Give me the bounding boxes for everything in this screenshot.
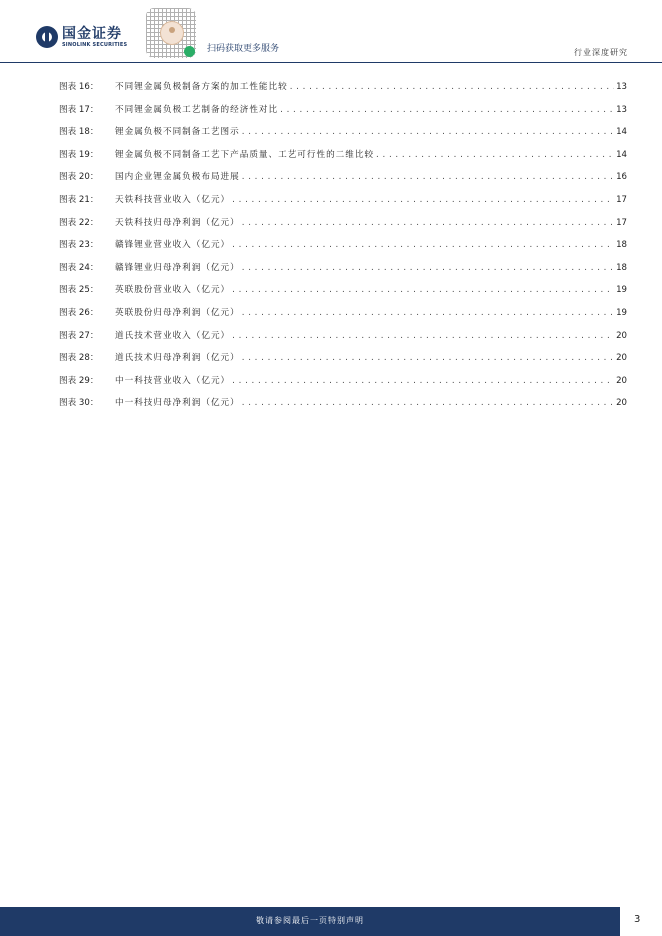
toc-entry[interactable] — [59, 193, 627, 216]
header-divider — [0, 62, 662, 63]
toc-figure-title: 天铁科技归母净利润（亿元） — [115, 217, 240, 228]
toc-page-number: 14 — [616, 149, 627, 160]
company-logo — [36, 26, 127, 48]
toc-figure-title: 不同锂金属负极制备方案的加工性能比较 — [115, 82, 288, 92]
toc-figure-number: 图表 17： — [59, 104, 99, 115]
toc-page-number: 17 — [616, 194, 627, 205]
scan-service-text: 扫码获取更多服务 — [207, 44, 280, 54]
toc-page-number: 20 — [616, 353, 627, 364]
toc-figure-title: 中一科技归母净利润（亿元） — [115, 398, 240, 409]
toc-entry[interactable] — [59, 306, 627, 329]
toc-figure-number: 图表 28： — [59, 353, 99, 364]
toc-entry[interactable] — [59, 238, 627, 261]
logo-name-cn: 国金证券 — [62, 25, 122, 42]
toc-figure-number: 图表 19： — [59, 149, 99, 160]
toc-entry[interactable] — [59, 216, 627, 239]
toc-figure-number: 图表 22： — [59, 217, 99, 228]
toc-figure-title: 英联股份归母净利润（亿元） — [115, 307, 240, 318]
toc-entry[interactable] — [59, 283, 627, 306]
toc-dot-leader — [232, 240, 614, 250]
page-number: 3 — [634, 914, 641, 925]
page-footer — [0, 907, 620, 936]
toc-dot-leader — [242, 308, 614, 318]
toc-figure-number: 图表 18： — [59, 127, 99, 138]
toc-dot-leader — [232, 331, 614, 341]
toc-page-number: 17 — [616, 217, 627, 228]
toc-dot-leader — [232, 285, 614, 295]
page-header — [0, 0, 662, 64]
toc-figure-title: 锂金属负极不同制备工艺下产品质量、工艺可行性的二维比较 — [115, 149, 375, 160]
toc-page-number: 20 — [616, 330, 627, 341]
toc-figure-number: 图表 24： — [59, 262, 99, 273]
toc-figure-title: 道氏技术归母净利润（亿元） — [115, 353, 240, 364]
toc-dot-leader — [280, 105, 614, 115]
toc-figure-title: 不同锂金属负极工艺制备的经济性对比 — [115, 104, 279, 115]
toc-dot-leader — [242, 218, 614, 228]
toc-entry[interactable] — [59, 329, 627, 352]
toc-figure-number: 图表 16： — [59, 82, 99, 92]
toc-dot-leader — [376, 150, 614, 160]
toc-dot-leader — [242, 127, 614, 137]
toc-figure-title: 锂金属负极不同制备工艺图示 — [115, 127, 240, 138]
toc-figure-number: 图表 29： — [59, 375, 99, 386]
toc-dot-leader — [232, 195, 614, 205]
toc-page-number: 16 — [616, 172, 627, 183]
toc-entry[interactable] — [59, 170, 627, 193]
toc-entry[interactable] — [59, 374, 627, 397]
toc-figure-title: 赣锋锂业营业收入（亿元） — [115, 240, 231, 251]
footer-disclaimer: 敬请参阅最后一页特别声明 — [256, 916, 364, 925]
figure-table-of-contents — [59, 80, 627, 419]
toc-dot-leader — [290, 82, 614, 92]
toc-page-number: 20 — [616, 398, 627, 409]
toc-figure-title: 中一科技营业收入（亿元） — [115, 375, 231, 386]
toc-dot-leader — [242, 172, 614, 182]
toc-page-number: 14 — [616, 127, 627, 138]
toc-figure-title: 英联股份营业收入（亿元） — [115, 285, 231, 296]
logo-name-en: SINOLINK SECURITIES — [62, 41, 128, 48]
toc-dot-leader — [242, 398, 614, 408]
toc-page-number: 13 — [616, 104, 627, 115]
toc-page-number: 18 — [616, 262, 627, 273]
toc-figure-number: 图表 23： — [59, 240, 99, 251]
toc-entry[interactable] — [59, 103, 627, 126]
toc-figure-title: 天铁科技营业收入（亿元） — [115, 194, 231, 205]
toc-page-number: 19 — [616, 307, 627, 318]
toc-figure-title: 国内企业锂金属负极布局进展 — [115, 172, 240, 183]
toc-entry[interactable] — [59, 351, 627, 374]
toc-entry[interactable] — [59, 148, 627, 171]
toc-figure-title: 道氏技术营业收入（亿元） — [115, 330, 231, 341]
toc-figure-number: 图表 25： — [59, 285, 99, 296]
toc-figure-number: 图表 26： — [59, 307, 99, 318]
toc-page-number: 13 — [616, 82, 627, 92]
toc-entry[interactable] — [59, 80, 627, 103]
toc-dot-leader — [242, 353, 614, 363]
report-type: 行业深度研究 — [574, 48, 628, 57]
toc-figure-number: 图表 30： — [59, 398, 99, 409]
qr-code-icon[interactable] — [144, 6, 198, 60]
toc-entry[interactable] — [59, 261, 627, 284]
toc-page-number: 18 — [616, 240, 627, 251]
logo-mark-icon — [36, 26, 58, 48]
toc-figure-number: 图表 21： — [59, 194, 99, 205]
wechat-icon — [184, 46, 195, 57]
toc-page-number: 20 — [616, 375, 627, 386]
toc-entry[interactable] — [59, 396, 627, 419]
toc-dot-leader — [242, 263, 614, 273]
toc-dot-leader — [232, 376, 614, 386]
toc-entry[interactable] — [59, 125, 627, 148]
toc-figure-title: 赣锋锂业归母净利润（亿元） — [115, 262, 240, 273]
toc-page-number: 19 — [616, 285, 627, 296]
toc-figure-number: 图表 20： — [59, 172, 99, 183]
toc-figure-number: 图表 27： — [59, 330, 99, 341]
